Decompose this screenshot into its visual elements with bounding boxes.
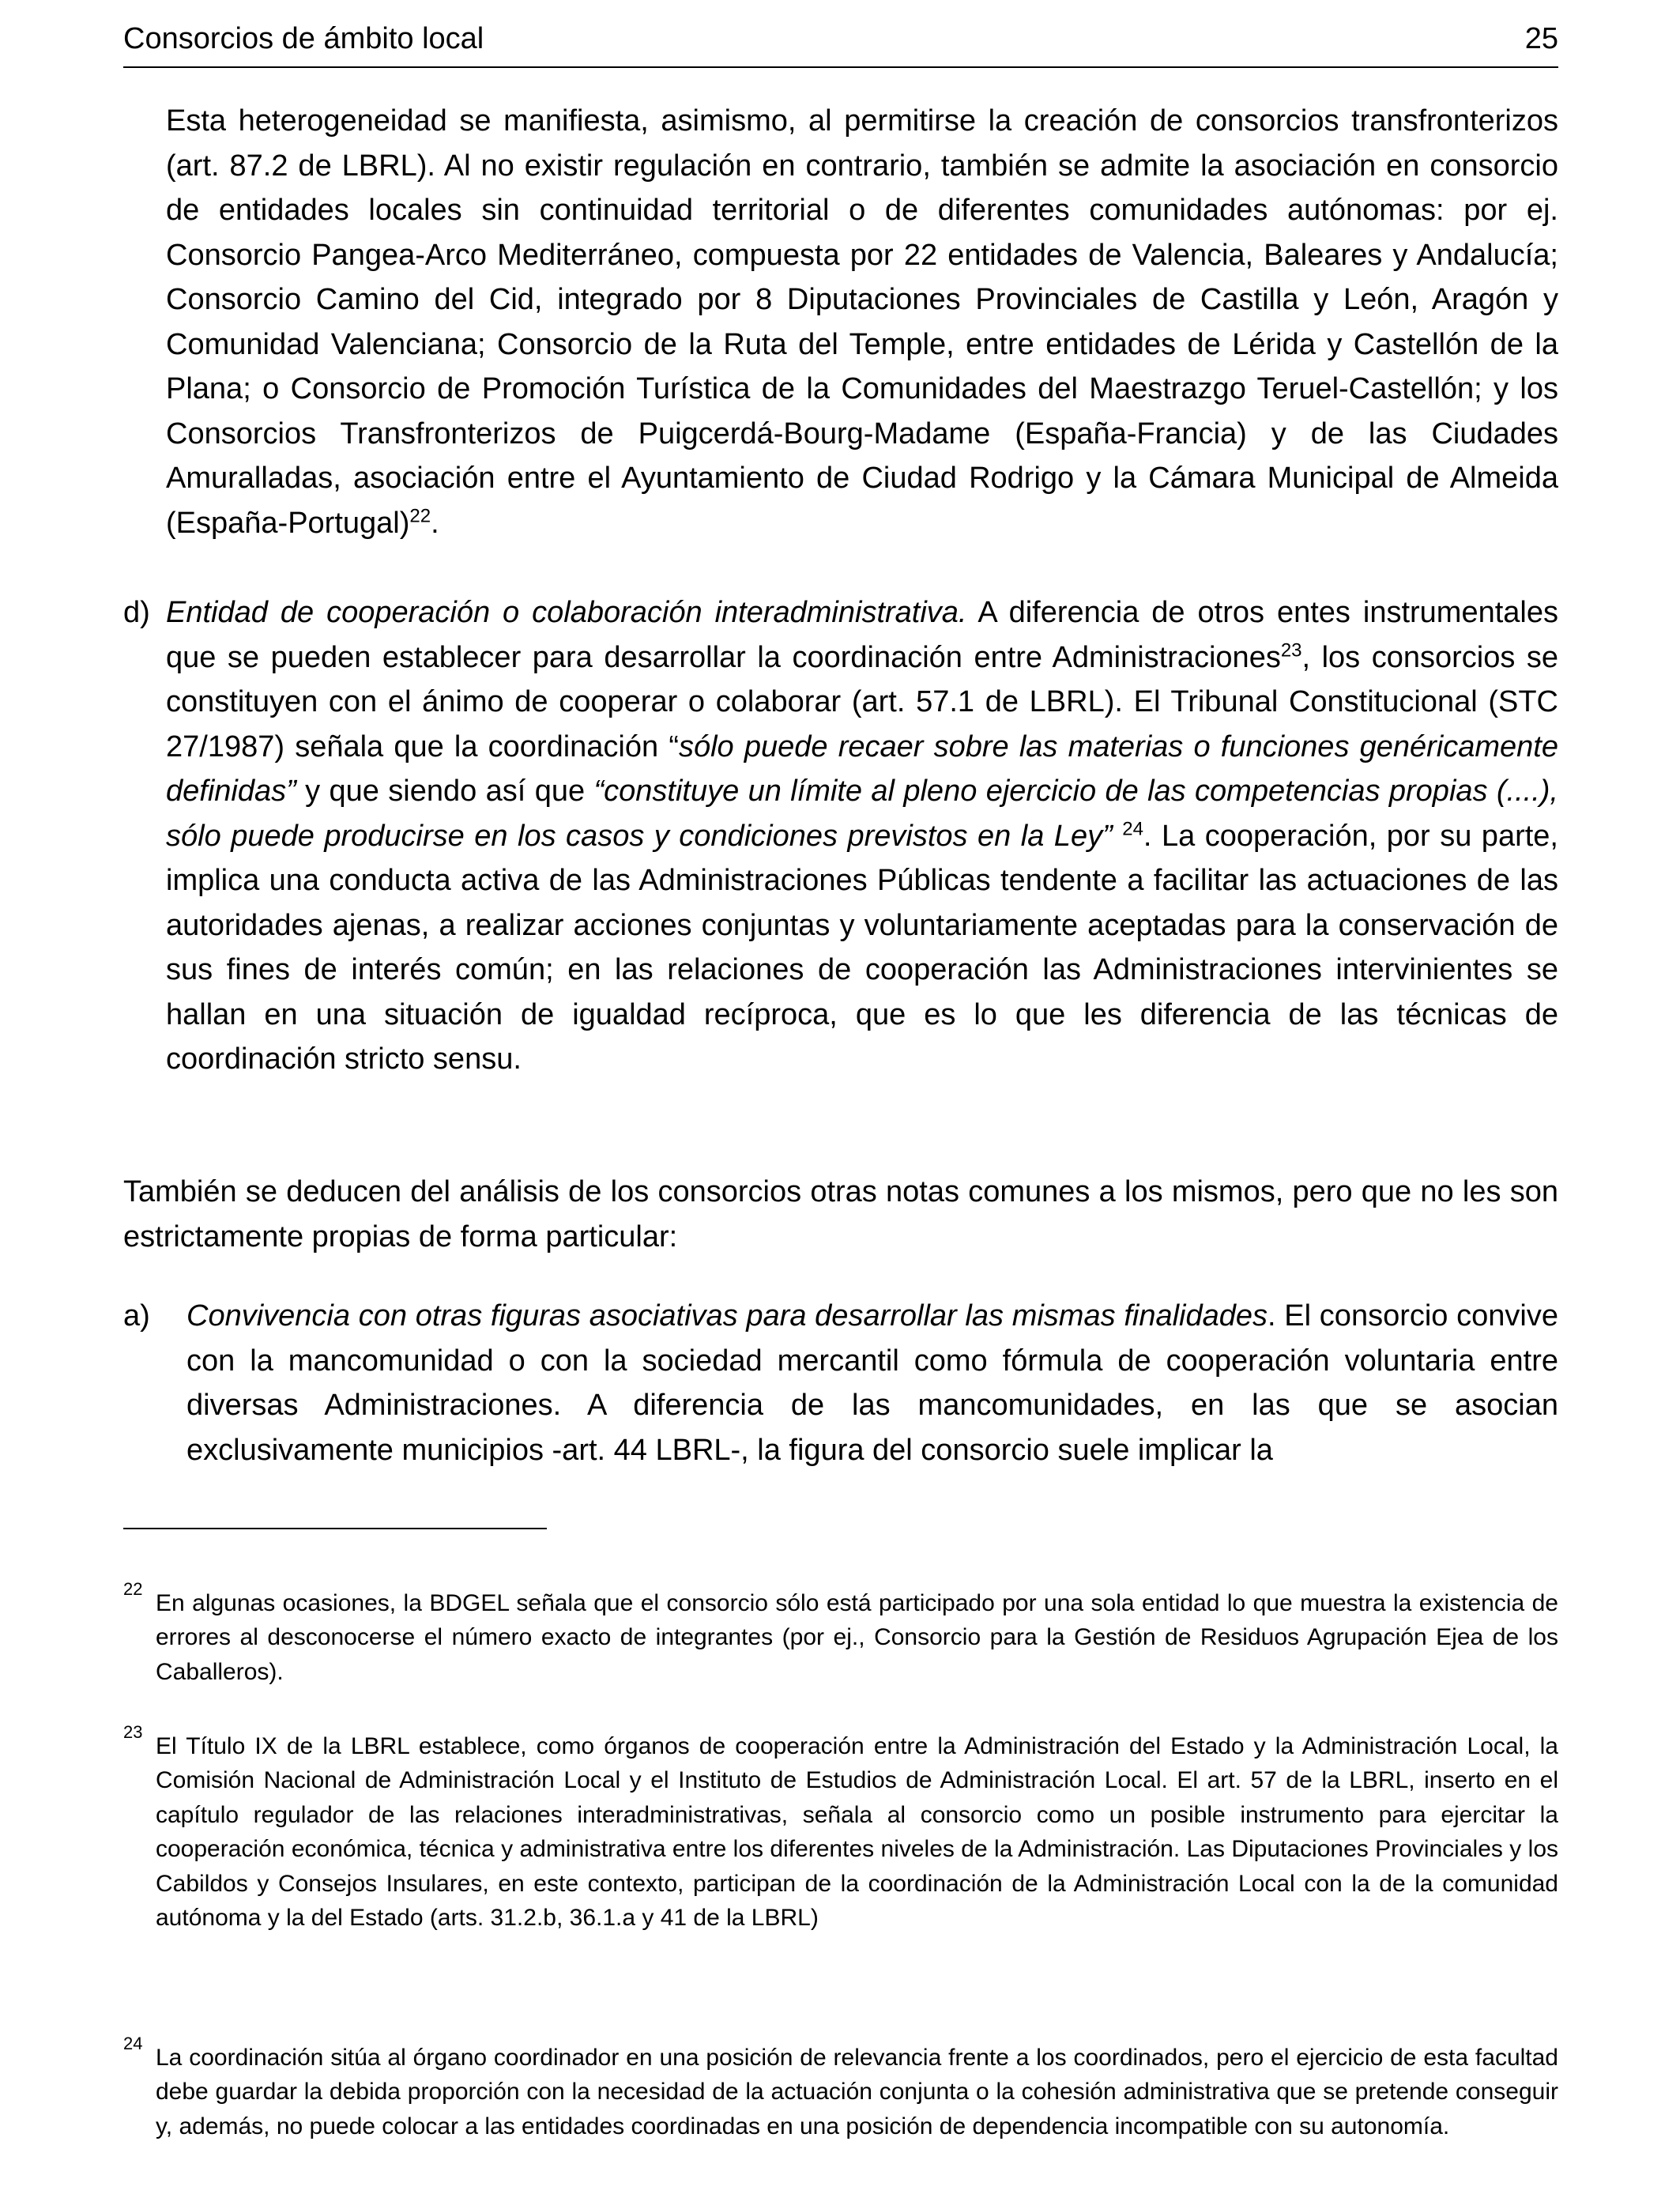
header-title: Consorcios de ámbito local xyxy=(123,22,484,55)
item-d-text-4: . La cooperación, por su parte, implica una conducta activa de las Administraciones Públicas tendente a facilitar las actuaciones de las autoridades ajenas, a realizar acciones conjuntas y voluntariamente aceptadas para la conservación de sus fines de interés común; en las relaciones de cooperación las Administraciones intervinientes se hallan en una situación de igualdad recíproca, que es lo que les diferencia de las técnicas de coordinación stricto sensu. xyxy=(166,819,1558,1076)
item-d-text-2: , los consorcios se constituyen con el ánimo de cooperar o colaborar (art. 57.1 de LBRL). El Tribunal Constitucional (STC 27/1987) señala que la coordinación “ xyxy=(166,640,1558,763)
footnote-separator xyxy=(123,1528,547,1529)
running-header xyxy=(123,17,1558,68)
page-number: 25 xyxy=(1524,22,1558,55)
item-d-text-3: y que siendo así que xyxy=(296,775,594,808)
list-label-a: a) xyxy=(123,1299,150,1333)
paragraph-end: . xyxy=(431,506,439,540)
item-a-title: Convivencia con otras figuras asociativas para desarrollar las mismas finalidades xyxy=(186,1299,1268,1333)
paragraph-notas-comunes xyxy=(123,1170,1558,1259)
item-a-text: . El consorcio convive con la mancomunidad o con la sociedad mercantil como fórmula de cooperación voluntaria entre diversas Administraciones. A diferencia de las mancomunidades, en las que se asocian exclusivamente municipios -art. 44 LBRL-, la figura del consorcio suele implicar la xyxy=(186,1299,1559,1467)
footnote-ref-23[interactable]: 23 xyxy=(1280,639,1302,661)
footnote-24: La coordinación sitúa al órgano coordinador en una posición de relevancia frente a los coordinados, pero el ejercicio de esta facultad debe guardar la debida proporción con la necesidad de la actuación conjunta o la cohesión administrativa que se pretende conseguir y, además, no puede colocar a las entidades coordinadas en una posición de dependencia incompatible con su autonomía. xyxy=(156,2045,1558,2139)
list-label-d: d) xyxy=(123,596,150,629)
footnote-number-22: 22 xyxy=(123,1579,143,1599)
item-d-quote-2: “constituye un límite al pleno ejercicio de las competencias propias (....), sólo puede producirse en los casos y condiciones previstos en la Ley” xyxy=(166,775,1558,853)
list-item-d xyxy=(166,590,1558,1082)
footnote-22: En algunas ocasiones, la BDGEL señala que el consorcio sólo está participado por una sola entidad lo que muestra la existencia de errores al desconocerse el número exacto de integrantes (por ej., Consorcio para la Gestión de Residuos Agrupación Ejea de los Caballeros). xyxy=(156,1590,1558,1685)
footnote-number-24: 24 xyxy=(123,2034,143,2053)
footnote-number-23: 23 xyxy=(123,1722,143,1742)
item-d-title: Entidad de cooperación o colaboración interadministrativa. xyxy=(166,596,967,629)
item-d-text-1: A diferencia de otros entes instrumentales que se pueden establecer para desarrollar la coordinación entre Administraciones xyxy=(166,596,1558,674)
paragraph-heterogeneidad xyxy=(166,99,1558,545)
item-d-quote-1: sólo puede recaer sobre las materias o funciones genéricamente definidas” xyxy=(166,729,1558,808)
footnote-ref-22[interactable]: 22 xyxy=(409,504,431,526)
list-item-a xyxy=(186,1294,1558,1472)
footnote-23: El Título IX de la LBRL establece, como órganos de cooperación entre la Administración del Estado y la Administración Local, la Comisión Nacional de Administración Local y el Instituto de Estudios de Administración Local. El art. 57 de la LBRL, inserto en el capítulo regulador de las relaciones interadministrativas, señala al consorcio como un posible instrumento para ejercitar la cooperación económica, técnica y administrativa entre los diferentes niveles de la Administración. Las Diputaciones Provinciales y los Cabildos y Consejos Insulares, en este contexto, participan de la coordinación de la Administración Local con la de la comunidad autónoma y la del Estado (arts. 31.2.b, 36.1.a y 41 de la LBRL) xyxy=(156,1733,1558,1932)
footnote-ref-24[interactable]: 24 xyxy=(1122,817,1143,839)
paragraph-text: También se deducen del análisis de los consorcios otras notas comunes a los mismos, pero que no les son estrictamente propias de forma particular: xyxy=(123,1175,1558,1253)
paragraph-text: Esta heterogeneidad se manifiesta, asimismo, al permitirse la creación de consorcios transfronterizos (art. 87.2 de LBRL). Al no existir regulación en contrario, también se admite la asociación en consorcio de entidades locales sin continuidad territorial o de diferentes comunidades autónomas: por ej. Consorcio Pangea-Arco Mediterráneo, compuesta por 22 entidades de Valencia, Baleares y Andalucía; Consorcio Camino del Cid, integrado por 8 Diputaciones Provinciales de Castilla y León, Aragón y Comunidad Valenciana; Consorcio de la Ruta del Temple, entre entidades de Lérida y Castellón de la Plana; o Consorcio de Promoción Turística de la Comunidades del Maestrazgo Teruel-Castellón; y los Consorcios Transfronterizos de Puigcerdá-Bourg-Madame (España-Francia) y de las Ciudades Amuralladas, asociación entre el Ayuntamiento de Ciudad Rodrigo y la Cámara Municipal de Almeida (España-Portugal) xyxy=(166,104,1558,540)
